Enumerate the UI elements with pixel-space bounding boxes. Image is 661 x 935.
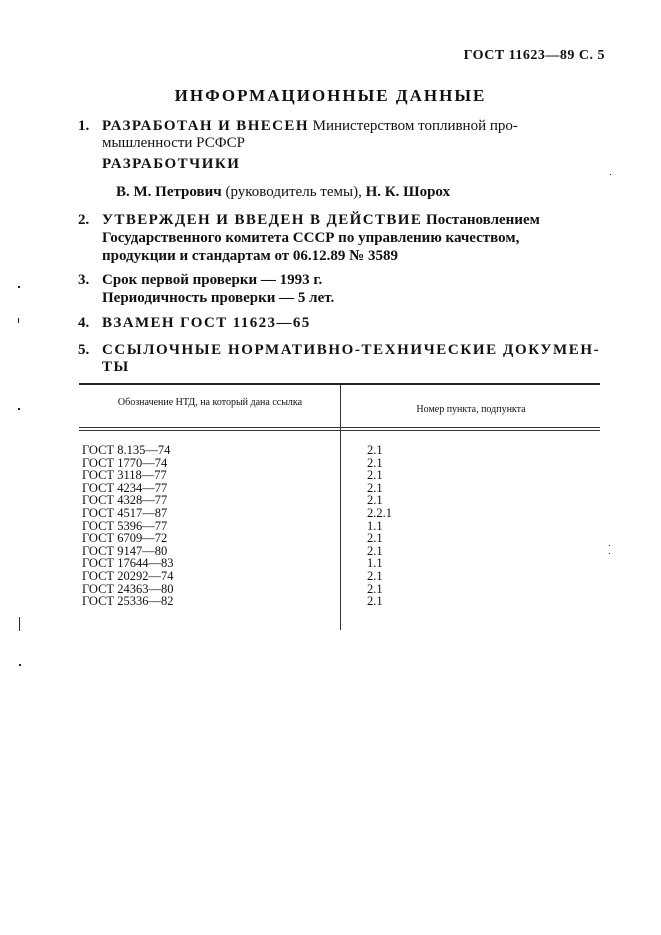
item-2-continuation: Государственного комитета СССР по управлению качеством, — [102, 230, 520, 246]
item-4 — [78, 313, 311, 334]
table-cell-ntd: ГОСТ 4517—87 — [82, 505, 168, 520]
table-cell-clause: 2.1 — [367, 568, 383, 583]
item-heading: Срок первой проверки — 1993 г. — [102, 272, 323, 288]
item-3-continuation: Периодичность проверки — 5 лет. — [102, 290, 335, 306]
item-heading: РАЗРАБОТАН И ВНЕСЕН — [102, 118, 309, 134]
developers-line — [116, 184, 450, 201]
item-text: Постановлением — [422, 212, 540, 228]
table-column-clause — [367, 444, 392, 608]
scan-speck — [19, 664, 21, 666]
scan-speck — [18, 286, 20, 288]
scan-speck — [19, 617, 20, 631]
scan-speck — [18, 318, 19, 323]
developer-role: (руководитель темы), — [221, 184, 366, 200]
table-column-ntd — [82, 444, 173, 608]
table-cell-ntd: ГОСТ 20292—74 — [82, 568, 174, 583]
item-number: 4. — [78, 315, 90, 331]
table-cell-ntd: ГОСТ 17644—83 — [82, 556, 174, 571]
page-title: ИНФОРМАЦИОННЫЕ ДАННЫЕ — [174, 86, 487, 105]
item-heading: УТВЕРЖДЕН И ВВЕДЕН В ДЕЙСТВИЕ — [102, 212, 423, 228]
item-number: 2. — [78, 212, 90, 228]
table-cell-clause: 2.1 — [367, 493, 383, 508]
table-cell-ntd: ГОСТ 6709—72 — [82, 531, 168, 546]
item-2-continuation: продукции и стандартам от 06.12.89 № 3589 — [102, 248, 398, 264]
table-cell-clause: 2.1 — [367, 531, 383, 546]
item-text: Министерством топливной про- — [308, 118, 518, 134]
table-cell-ntd: ГОСТ 25336—82 — [82, 594, 174, 609]
table-cell-clause: 2.1 — [367, 543, 383, 558]
item-heading: ССЫЛОЧНЫЕ НОРМАТИВНО-ТЕХНИЧЕСКИЕ ДОКУМЕН- — [102, 342, 601, 358]
table-cell-clause: 2.1 — [367, 468, 383, 483]
table-cell-ntd: ГОСТ 4234—77 — [82, 480, 168, 495]
developer-name: Н. К. Шорох — [365, 184, 451, 200]
developer-name: В. М. Петрович — [116, 184, 222, 200]
document-number: ГОСТ 11623—89 С. 5 — [463, 48, 605, 63]
table-cell-ntd: ГОСТ 24363—80 — [82, 581, 174, 596]
item-5-continuation: ТЫ — [102, 359, 130, 375]
table-cell-clause: 1.1 — [367, 518, 383, 533]
scan-speck — [609, 545, 610, 546]
developers-heading: РАЗРАБОТЧИКИ — [102, 156, 241, 172]
table-cell-ntd: ГОСТ 5396—77 — [82, 518, 168, 533]
table-cell-ntd: ГОСТ 3118—77 — [82, 468, 167, 483]
item-number: 5. — [78, 342, 90, 358]
scan-speck — [609, 553, 610, 554]
item-heading: ВЗАМЕН ГОСТ 11623—65 — [102, 315, 311, 331]
table-column-divider — [340, 385, 341, 630]
table-cell-ntd: ГОСТ 9147—80 — [82, 543, 168, 558]
scan-speck — [610, 174, 611, 175]
scan-speck — [18, 408, 20, 410]
table-cell-clause: 2.1 — [367, 443, 383, 457]
item-number: 1. — [78, 118, 90, 134]
table-cell-ntd: ГОСТ 1770—74 — [82, 455, 168, 470]
table-header-ntd: Обозначение НТД, на который дана ссылка — [117, 397, 303, 408]
table-cell-clause: 2.1 — [367, 581, 383, 596]
table-cell-clause: 2.2.1 — [367, 505, 392, 520]
table-cell-clause: 2.1 — [367, 594, 383, 609]
item-5 — [78, 340, 600, 361]
table-cell-ntd: ГОСТ 4328—77 — [82, 493, 168, 508]
item-1-continuation: мышленности РСФСР — [102, 135, 245, 151]
table-cell-ntd: ГОСТ 8.135—74 — [82, 443, 171, 457]
table-cell-clause: 2.1 — [367, 455, 383, 470]
table-cell-clause: 1.1 — [367, 556, 383, 571]
table-header-clause: Номер пункта, подпункта — [416, 404, 526, 415]
item-number: 3. — [78, 272, 90, 288]
table-cell-clause: 2.1 — [367, 480, 383, 495]
